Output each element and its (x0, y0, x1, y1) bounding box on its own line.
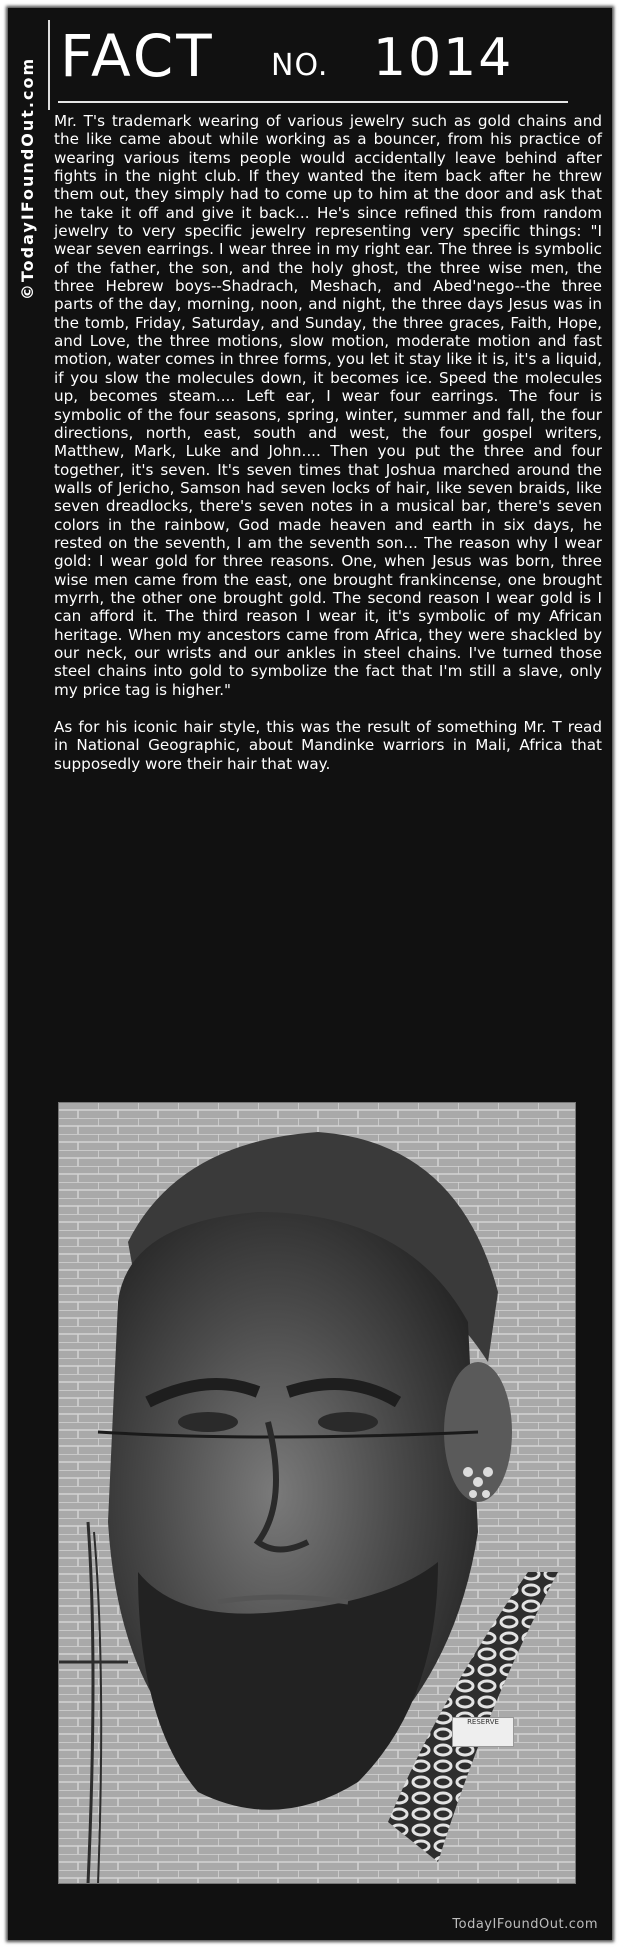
mural-photo (58, 1102, 576, 1884)
fact-label: FACT (60, 22, 215, 90)
article-paragraph-2: As for his iconic hair style, this was the result of something Mr. T read in National Geographic, about Mandinke warriors in Mali, Africa that supposedly wore their hair that way. (54, 718, 602, 773)
fact-number: 1014 (373, 28, 514, 88)
article-paragraph-1: Mr. T's trademark wearing of various jewelry such as gold chains and the like came about while working as a bouncer, from his practice of wearing various items people would accidentally leave behind after fights in the night club. If they wanted the item back after he threw them out, they simply had to come up to him at the door and ask that he take it off and give it back... He's since refined this from random jewelry to very specific jewelry representing very specific things: "I wear seven earrings. I wear three in my right ear. The three is symbolic of the father, the son, and the holy ghost, the three wise men, the three Hebrew boys--Shadrach, Meshach, and Abed'nego--the three parts of the day, morning, noon, and night, the three days Jesus was in the tomb, Friday, Saturday, and Sunday, the three graces, Faith, Hope, and Love, the three motions, slow motion, moderate motion and fast motion, water comes in three forms, you let it stay like it is, it's a liquid, if you slow the molecules down, it becomes ice. Speed the molecules up, becomes steam.... Left ear, I wear four earrings. The four is symbolic of the four seasons, spring, winter, summer and fall, the four directions, north, east, south and west, the four gospel writers, Matthew, Mark, Luke and John.... Then you put the three and four together, it's seven. It's seven times that Joshua marched around the walls of Jericho, Samson had seven locks of hair, like seven braids, like seven dreadlocks, there's seven notes in a musical bar, there's seven colors in the rainbow, God made heaven and earth in six days, he rested on the seventh, I am the seventh son... The reason why I wear gold: I wear gold for three reasons. One, when Jesus was born, three wise men came from the east, one brought frankincense, one brought myrrh, the other one brought gold. The second reason I wear gold is I can afford it. The third reason I wear it, it's symbolic of my African heritage. When my ancestors came from Africa, they were shackled by our neck, our wrists and our ankles in steel chains. I've turned those steel chains into gold to symbolize the fact that I'm still a slave, only my price tag is higher." (54, 112, 602, 699)
mural-portrait-image (58, 1102, 576, 1884)
site-brand-vertical: ©TodayIFoundOut.com (18, 56, 38, 300)
article-body (54, 112, 602, 773)
fact-header (58, 8, 588, 104)
vertical-divider (48, 20, 50, 110)
brand-strip (8, 8, 48, 348)
footer-watermark: TodayIFoundOut.com (452, 1917, 598, 1932)
fact-no-label: NO. (271, 48, 329, 83)
mural-placard: RESERVE (452, 1717, 514, 1747)
header-divider (58, 101, 568, 103)
fact-card (8, 8, 612, 1940)
